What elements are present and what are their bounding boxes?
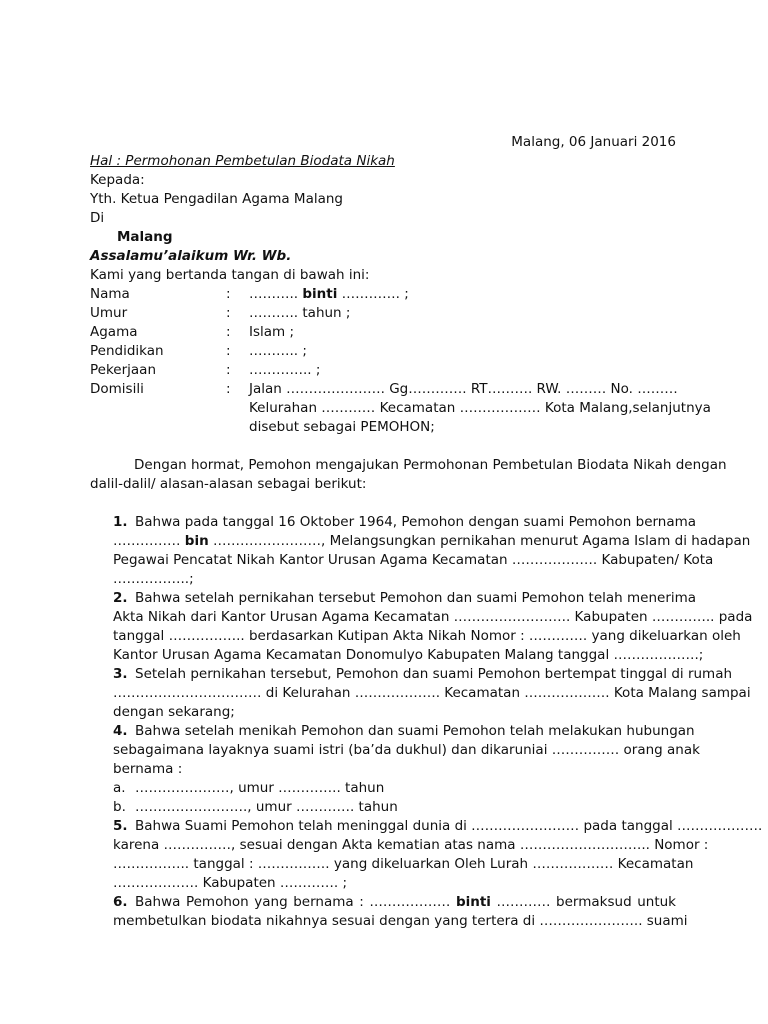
field-label: Umur	[90, 305, 128, 321]
point-5-line-4: ………………. Kabupaten …………. ;	[113, 875, 348, 891]
point-1-line-4: ……………..;	[113, 571, 194, 587]
field-colon: :	[226, 324, 231, 340]
recipient-city: Malang	[117, 229, 173, 245]
field-row-agama	[0, 323, 768, 342]
domisili-line-1: Jalan …………………. Gg…………. RT………. RW. ……… No. ………	[249, 381, 678, 397]
point-3-number: 3.	[113, 666, 128, 682]
point-4-line-3: bernama :	[113, 761, 183, 777]
point-6-line-2: membetulkan biodata nikahnya sesuai dengan yang tertera di ………………….. suami	[113, 913, 688, 929]
opening-line-1: Dengan hormat, Pemohon mengajukan Permohonan Pembetulan Biodata Nikah dengan	[134, 457, 727, 473]
child-b-text: ……………………., umur …………. tahun	[135, 799, 398, 815]
field-label: Agama	[90, 324, 138, 340]
point-2-number: 2.	[113, 590, 128, 606]
letter-subject: Hal : Permohonan Pembetulan Biodata Nikah	[90, 153, 395, 169]
field-row-nama	[0, 285, 768, 304]
point-3-line-2: …………………………… di Kelurahan ………………. Kecamatan ………………. Kota Malang sampai	[113, 685, 751, 701]
di-label: Di	[90, 210, 105, 226]
field-row-pendidikan	[0, 342, 768, 361]
point-1-line-2: …………… bin ……………………, Melangsungkan pernikahan menurut Agama Islam di hadapan	[113, 533, 751, 549]
field-colon: :	[226, 305, 231, 321]
point-1-line-1: Bahwa pada tanggal 16 Oktober 1964, Pemohon dengan suami Pemohon bernama	[135, 514, 697, 530]
point-5-line-3: …………….. tanggal : ……………. yang dikeluarkan Oleh Lurah ……………… Kecamatan	[113, 856, 694, 872]
field-value: ……….. binti …………. ;	[249, 286, 409, 302]
field-label: Nama	[90, 286, 130, 302]
point-5-number: 5.	[113, 818, 128, 834]
child-a-text: …………………, umur ………….. tahun	[135, 780, 385, 796]
point-2-line-1: Bahwa setelah pernikahan tersebut Pemohon dan suami Pemohon telah menerima	[135, 590, 697, 606]
intro-text: Kami yang bertanda tangan di bawah ini:	[90, 267, 370, 283]
point-6-line-1: Bahwa Pemohon yang bernama : ……………… binti ………… bermaksud untuk	[135, 894, 676, 910]
domisili-line-2: Kelurahan ………… Kecamatan ……………… Kota Malang,selanjutnya	[249, 400, 711, 416]
field-value: ……….. ;	[249, 343, 307, 359]
field-label: Pendidikan	[90, 343, 164, 359]
field-colon: :	[226, 343, 231, 359]
field-row-pekerjaan	[0, 361, 768, 380]
point-2-line-4: Kantor Urusan Agama Kecamatan Donomulyo Kabupaten Malang tanggal ……………….;	[113, 647, 704, 663]
point-1-number: 1.	[113, 514, 128, 530]
to-label: Kepada:	[90, 172, 145, 188]
point-5-line-2: karena ……………, sesuai dengan Akta kematian atas nama ……………………….. Nomor :	[113, 837, 709, 853]
letter-date: Malang, 06 Januari 2016	[511, 134, 676, 150]
field-label: Pekerjaan	[90, 362, 157, 378]
point-3-line-1: Setelah pernikahan tersebut, Pemohon dan suami Pemohon bertempat tinggal di rumah	[135, 666, 733, 682]
point-3-line-3: dengan sekarang;	[113, 704, 235, 720]
point-2-line-3: tanggal …………….. berdasarkan Kutipan Akta Nikah Nomor : …………. yang dikeluarkan oleh	[113, 628, 741, 644]
point-4-number: 4.	[113, 723, 128, 739]
point-4-line-1: Bahwa setelah menikah Pemohon dan suami Pemohon telah melakukan hubungan	[135, 723, 695, 739]
point-1-line-3: Pegawai Pencatat Nikah Kantor Urusan Agama Kecamatan ………………. Kabupaten/ Kota	[113, 552, 714, 568]
field-label: Domisili	[90, 381, 144, 397]
point-5-line-1: Bahwa Suami Pemohon telah meninggal dunia di …………………… pada tanggal ……………….	[135, 818, 763, 834]
point-4-line-2: sebagaimana layaknya suami istri (ba’da dukhul) dan dikaruniai …………… orang anak	[113, 742, 700, 758]
recipient: Yth. Ketua Pengadilan Agama Malang	[90, 191, 343, 207]
greeting: Assalamu’alaikum Wr. Wb.	[90, 248, 292, 264]
field-value: ………….. ;	[249, 362, 321, 378]
field-colon: :	[226, 362, 231, 378]
child-a-label: a.	[113, 780, 126, 796]
opening-line-2: dalil-dalil/ alasan-alasan sebagai berikut:	[90, 476, 367, 492]
point-2-line-2: Akta Nikah dari Kantor Urusan Agama Kecamatan …………………….. Kabupaten ………….. pada	[113, 609, 753, 625]
point-6-number: 6.	[113, 894, 128, 910]
domisili-line-3: disebut sebagai PEMOHON;	[249, 419, 435, 435]
child-b-label: b.	[113, 799, 126, 815]
field-row-umur	[0, 304, 768, 323]
field-value: Islam ;	[249, 324, 295, 340]
field-colon: :	[226, 286, 231, 302]
field-colon: :	[226, 381, 231, 397]
field-value: ……….. tahun ;	[249, 305, 351, 321]
